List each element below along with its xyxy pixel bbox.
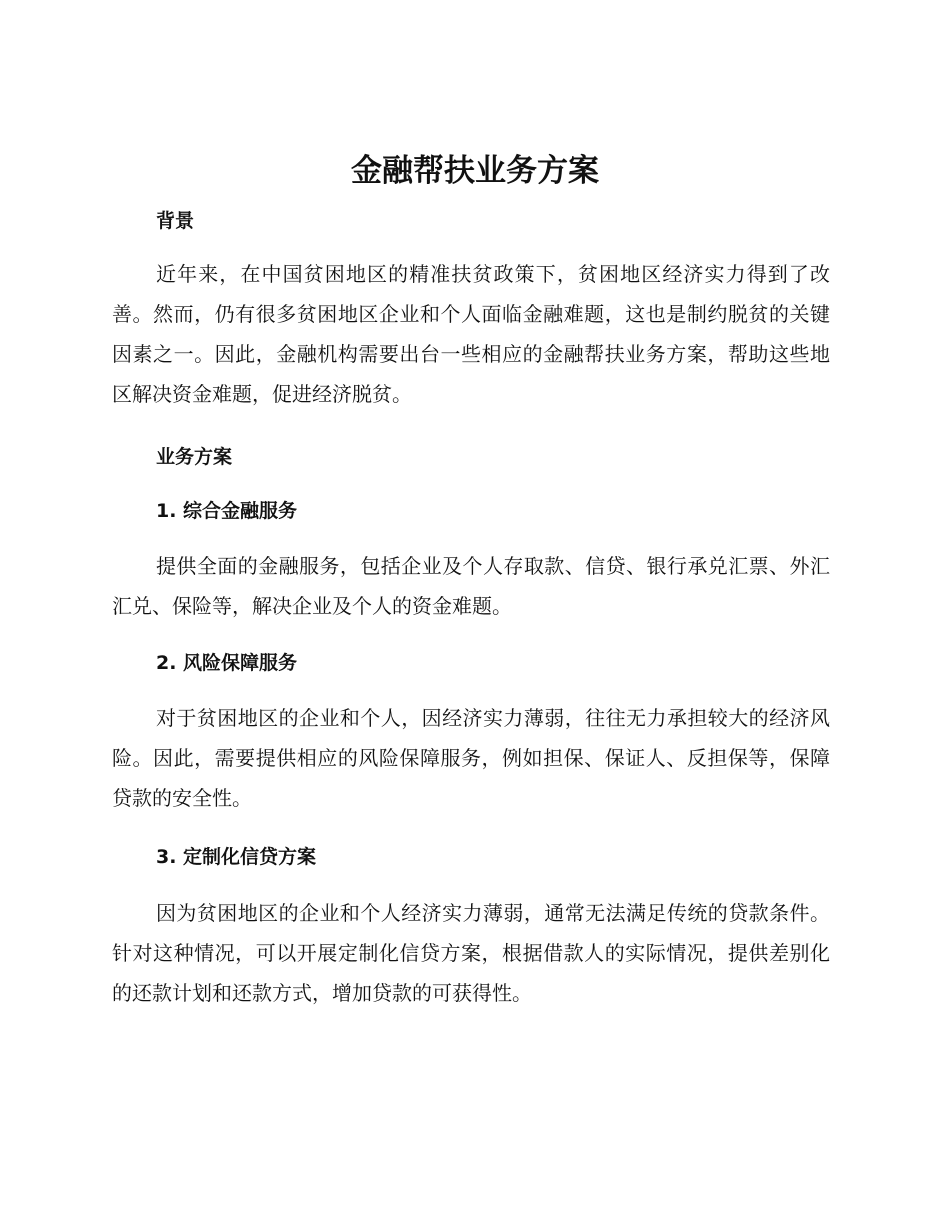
document-title: 金融帮扶业务方案 bbox=[351, 153, 599, 189]
section-heading-background: 背景 bbox=[156, 210, 195, 232]
paragraph-customized-credit-plan: 因为贫困地区的企业和个人经济实力薄弱，通常无法满足传统的贷款条件。针对这种情况，可以开展定制化信贷方案，根据借款人的实际情况，提供差别化的还款计划和还款方式，增加贷款的可获得性。 bbox=[112, 901, 830, 1005]
paragraph-background: 近年来，在中国贫困地区的精准扶贫政策下，贫困地区经济实力得到了改善。然而，仍有很多贫困地区企业和个人面临金融难题，这也是制约脱贫的关键因素之一。因此，金融机构需要出台一些相应的金融帮扶业务方案，帮助这些地区解决资金难题，促进经济脱贫。 bbox=[112, 262, 830, 406]
section-heading-business-plan: 业务方案 bbox=[156, 446, 233, 468]
paragraph-integrated-financial-services: 提供全面的金融服务，包括企业及个人存取款、信贷、银行承兑汇票、外汇汇兑、保险等，解决企业及个人的资金难题。 bbox=[112, 554, 830, 618]
paragraph-risk-protection-services: 对于贫困地区的企业和个人，因经济实力薄弱，往往无力承担较大的经济风险。因此，需要提供相应的风险保障服务，例如担保、保证人、反担保等，保障贷款的安全性。 bbox=[112, 706, 830, 810]
subheading-customized-credit-plan: 3. 定制化信贷方案 bbox=[156, 846, 317, 868]
subheading-integrated-financial-services: 1. 综合金融服务 bbox=[156, 500, 298, 522]
subheading-risk-protection-services: 2. 风险保障服务 bbox=[156, 652, 298, 674]
